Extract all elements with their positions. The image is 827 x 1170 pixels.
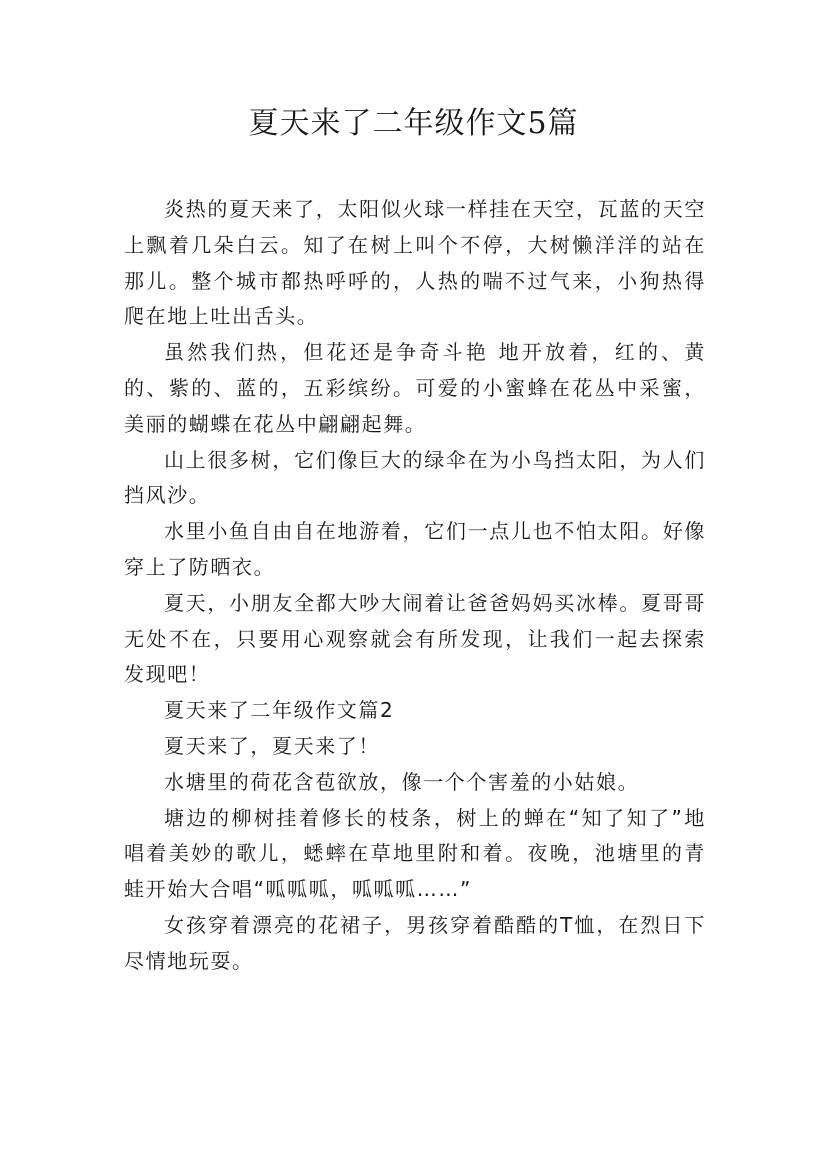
paragraph: 水里小鱼自由自在地游着，它们一点儿也不怕太阳。好像穿上了防晒衣。	[124, 519, 706, 579]
paragraph: 女孩穿着漂亮的花裙子，男孩穿着酷酷的T恤，在烈日下尽情地玩耍。	[124, 912, 706, 973]
section-heading: 夏天来了二年级作文篇2	[164, 698, 395, 723]
paragraph: 山上很多树，它们像巨大的绿伞在为小鸟挡太阳，为人们挡风沙。	[124, 447, 706, 508]
paragraph: 炎热的夏天来了，太阳似火球一样挂在天空，瓦蓝的天空上飘着几朵白云。知了在树上叫个不停，大树懒洋洋的站在那儿。整个城市都热呼呼的，人热的喘不过气来，小狗热得爬在地上吐出舌头。	[124, 197, 706, 329]
paragraph: 塘边的柳树挂着修长的枝条，树上的蝉在“知了知了”地唱着美妙的歌儿，蟋蟀在草地里附和着。夜晚，池塘里的青蛙开始大合唱“呱呱呱，呱呱呱……”	[124, 805, 706, 902]
paragraph: 虽然我们热，但花还是争奇斗艳 地开放着，红的、黄的、紫的、蓝的，五彩缤纷。可爱的小蜜蜂在花丛中采蜜，美丽的蝴蝶在花丛中翩翩起舞。	[124, 340, 706, 436]
document-body	[124, 192, 706, 980]
paragraph: 水塘里的荷花含苞欲放，像一个个害羞的小姑娘。	[164, 769, 640, 794]
document-title: 夏天来了二年级作文5篇	[248, 106, 579, 141]
paragraph: 夏天，小朋友全都大吵大闹着让爸爸妈妈买冰棒。夏哥哥无处不在，只要用心观察就会有所发现，让我们一起去探索发现吧！	[124, 590, 706, 687]
paragraph: 夏天来了，夏天来了！	[164, 733, 380, 758]
